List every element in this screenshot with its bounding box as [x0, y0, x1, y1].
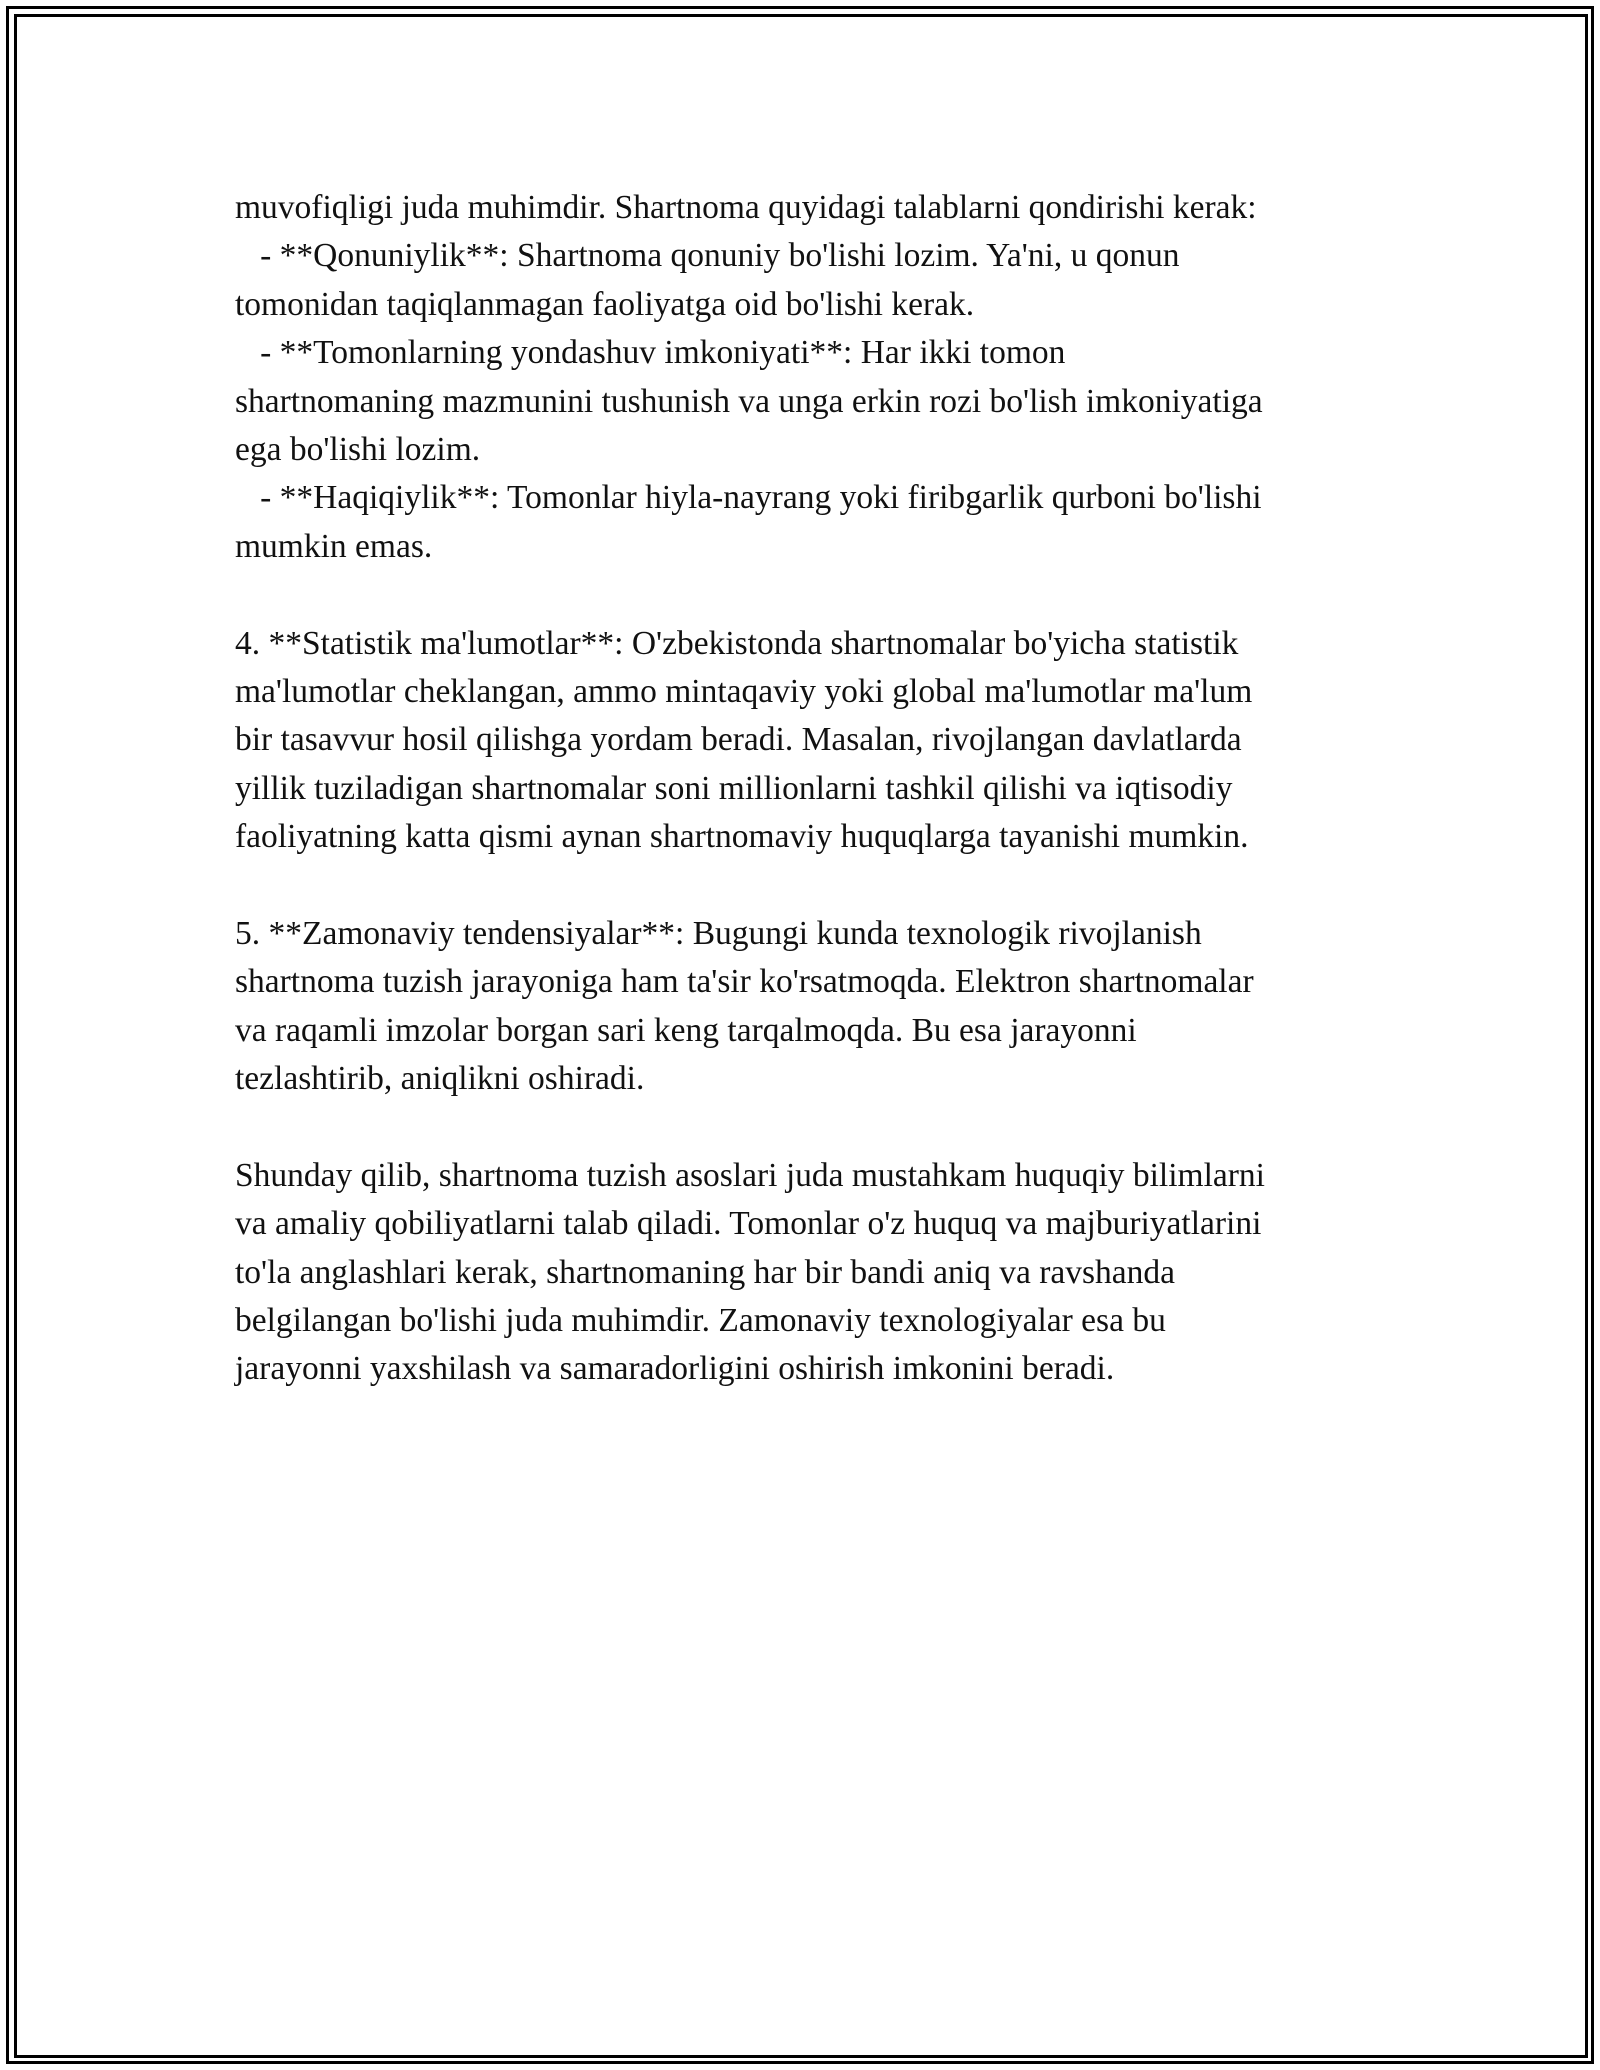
text-line: 4. **Statistik ma'lumotlar**: O'zbekistonda shartnomalar bo'yicha statistik — [235, 624, 1239, 662]
paragraph-gap — [235, 861, 1375, 909]
text-line: - **Haqiqiylik**: Tomonlar hiyla-nayrang yoki firibgarlik qurboni bo'lishi — [235, 479, 1262, 517]
text-line: belgilangan bo'lishi juda muhimdir. Zamonaviy texnologiyalar esa bu — [235, 1301, 1166, 1339]
text-line: shartnomaning mazmunini tushunish va unga erkin rozi bo'lish imkoniyatiga — [235, 382, 1263, 420]
text-line: ega bo'lishi lozim. — [235, 430, 481, 468]
paragraph-gap — [235, 1103, 1375, 1151]
text-line: faoliyatning katta qismi aynan shartnomaviy huquqlarga tayanishi mumkin. — [235, 818, 1249, 856]
text-line: shartnoma tuzish jarayoniga ham ta'sir ko'rsatmoqda. Elektron shartnomalar — [235, 963, 1254, 1001]
text-line: to'la anglashlari kerak, shartnomaning har bir bandi aniq va ravshanda — [235, 1253, 1175, 1291]
text-line: Shunday qilib, shartnoma tuzish asoslari juda mustahkam huquqiy bilimlarni — [235, 1156, 1265, 1194]
text-line: 5. **Zamonaviy tendensiyalar**: Bugungi kunda texnologik rivojlanish — [235, 914, 1202, 952]
document-body — [235, 184, 1375, 1394]
text-line: tomonidan taqiqlanmagan faoliyatga oid bo'lishi kerak. — [235, 285, 975, 323]
text-line: bir tasavvur hosil qilishga yordam beradi. Masalan, rivojlangan davlatlarda — [235, 721, 1242, 759]
text-line: mumkin emas. — [235, 527, 433, 565]
text-line: - **Tomonlarning yondashuv imkoniyati**: Har ikki tomon — [235, 334, 1066, 372]
text-line: tezlashtirib, aniqlikni oshiradi. — [235, 1060, 645, 1098]
text-line: jarayonni yaxshilash va samaradorligini oshirish imkonini beradi. — [235, 1350, 1115, 1388]
text-line: va amaliy qobiliyatlarni talab qiladi. Tomonlar o'z huquq va majburiyatlarini — [235, 1205, 1262, 1243]
text-line: yillik tuziladigan shartnomalar soni millionlarni tashkil qilishi va iqtisodiy — [235, 769, 1233, 807]
text-line: ma'lumotlar cheklangan, ammo mintaqaviy yoki global ma'lumotlar ma'lum — [235, 672, 1253, 710]
paragraph-gap — [235, 571, 1375, 619]
text-line: - **Qonuniylik**: Shartnoma qonuniy bo'lishi lozim. Ya'ni, u qonun — [235, 237, 1180, 275]
text-line: muvofiqligi juda muhimdir. Shartnoma quyidagi talablarni qondirishi kerak: — [235, 189, 1257, 226]
text-line: va raqamli imzolar borgan sari keng tarqalmoqda. Bu esa jarayonni — [235, 1011, 1137, 1049]
